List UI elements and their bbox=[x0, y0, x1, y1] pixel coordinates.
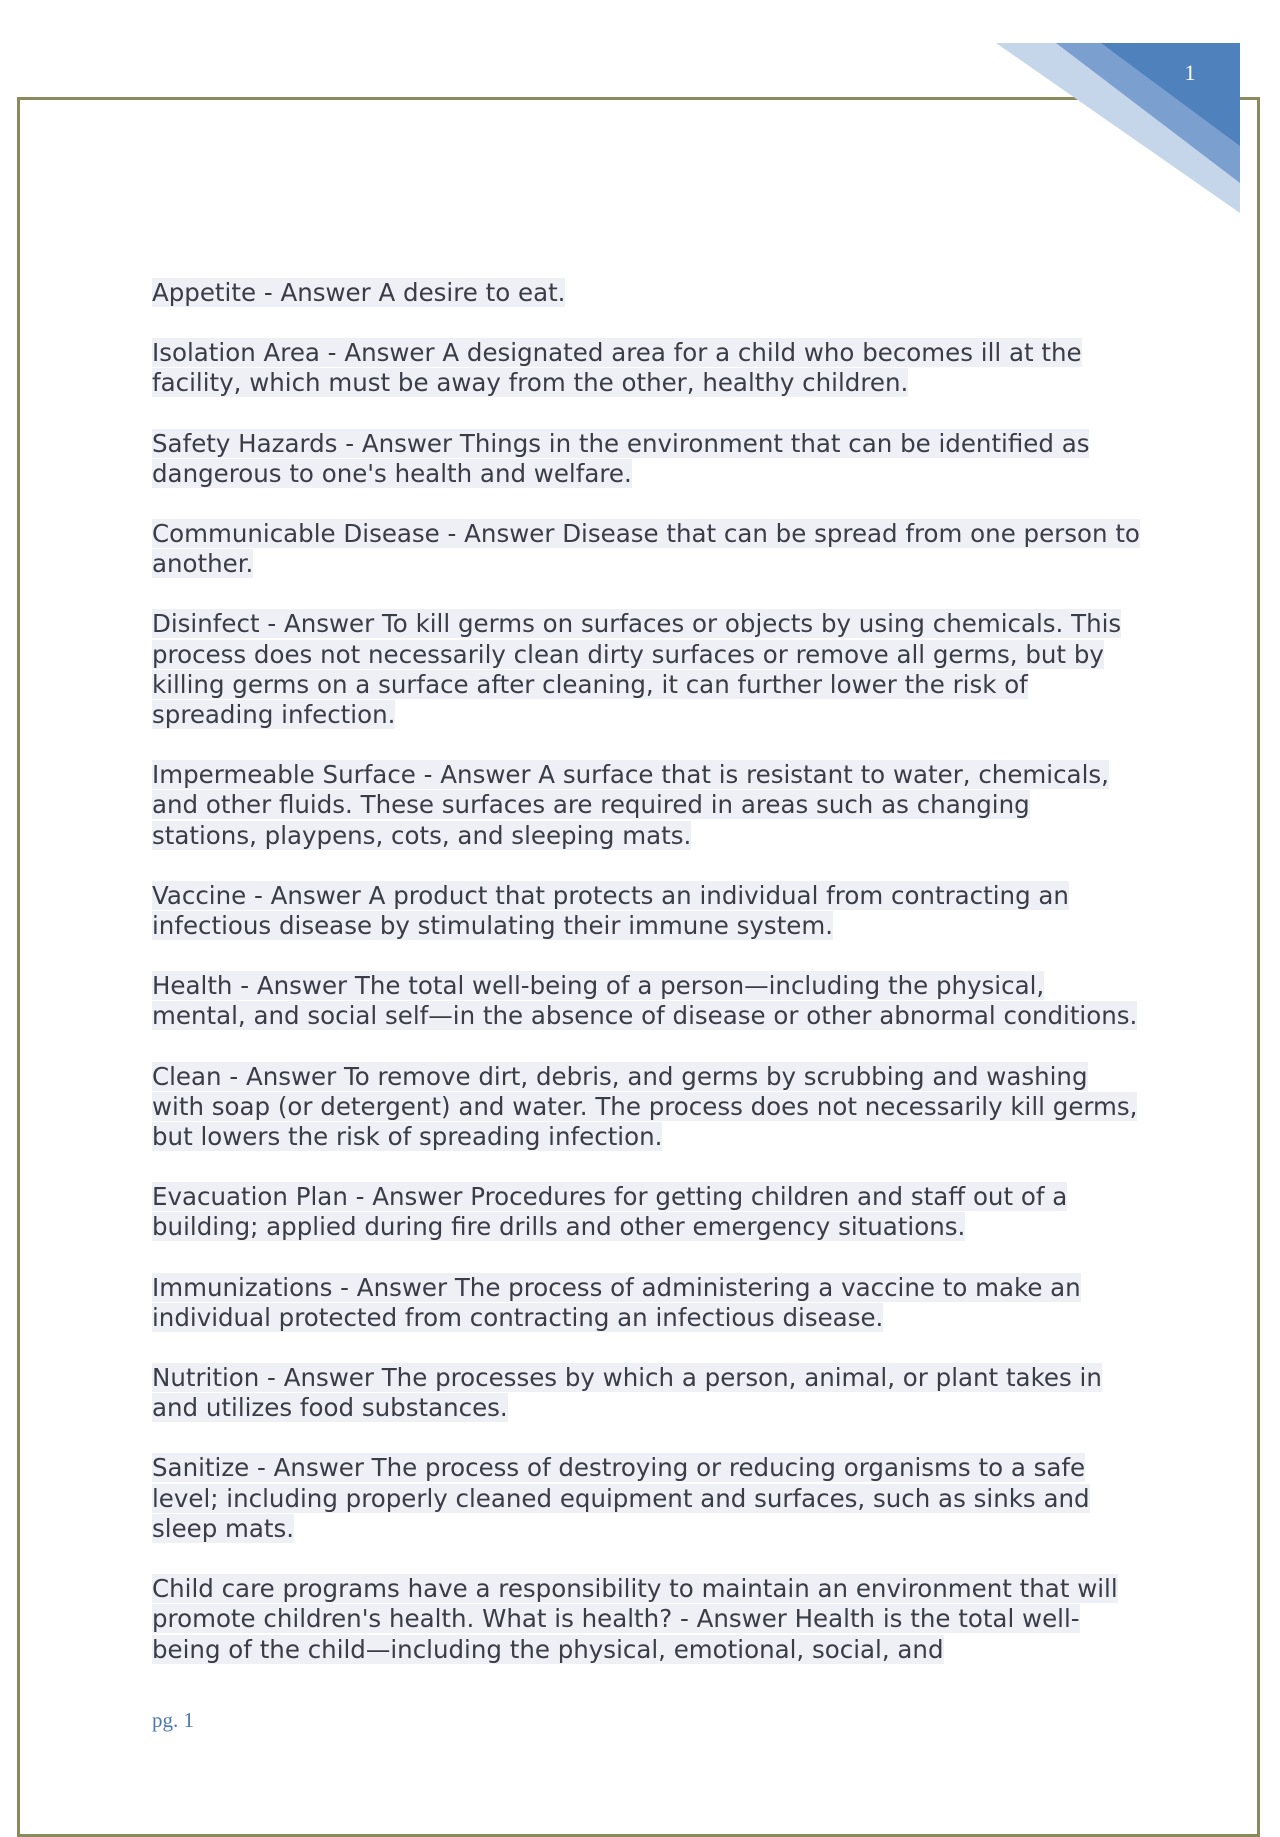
entry-evacuation-plan: Evacuation Plan - Answer Procedures for getting children and staff out of a building; applied during fire drills and other emergency situations. bbox=[152, 1182, 1068, 1242]
entry-safety-hazards: Safety Hazards - Answer Things in the environment that can be identified as dangerous to one's health and welfare. bbox=[152, 428, 1090, 488]
entry-disinfect: Disinfect - Answer To kill germs on surfaces or objects by using chemicals. This process does not necessarily clean dirty surfaces or remove all germs, but by killing germs on a surface after cleaning, it can further lower the risk of spreading infection. bbox=[152, 609, 1122, 730]
entry-child-care-health: Child care programs have a responsibility to maintain an environment that will promote children's health. What is health? - Answer Health is the total well-being of the child—including the physical, emotional, social, and bbox=[152, 1574, 1118, 1664]
entry-appetite: Appetite - Answer A desire to eat. bbox=[152, 278, 566, 307]
entry-immunizations: Immunizations - Answer The process of administering a vaccine to make an individual protected from contracting an infectious disease. bbox=[152, 1272, 1081, 1332]
entry-impermeable-surface: Impermeable Surface - Answer A surface that is resistant to water, chemicals, and other fluids. These surfaces are required in areas such as changing stations, playpens, cots, and sleeping mats. bbox=[152, 760, 1109, 850]
entry-isolation-area: Isolation Area - Answer A designated area for a child who becomes ill at the facility, which must be away from the other, healthy children. bbox=[152, 338, 1082, 398]
document-body bbox=[152, 278, 1142, 1695]
header-page-number: 1 bbox=[1184, 60, 1196, 85]
entry-clean: Clean - Answer To remove dirt, debris, and germs by scrubbing and washing with soap (or detergent) and water. The process does not necessarily kill germs, but lowers the risk of spreading infection. bbox=[152, 1061, 1138, 1152]
entry-nutrition: Nutrition - Answer The processes by which a person, animal, or plant takes in and utilizes food substances. bbox=[152, 1363, 1102, 1423]
entry-sanitize: Sanitize - Answer The process of destroying or reducing organisms to a safe level; including properly cleaned equipment and surfaces, such as sinks and sleep mats. bbox=[152, 1453, 1090, 1543]
entry-health: Health - Answer The total well-being of a person—including the physical, mental, and social self—in the absence of disease or other abnormal conditions. bbox=[152, 971, 1138, 1031]
entry-communicable-disease: Communicable Disease - Answer Disease that can be spread from one person to another. bbox=[152, 519, 1140, 579]
entry-vaccine: Vaccine - Answer A product that protects an individual from contracting an infectious disease by stimulating their immune system. bbox=[152, 880, 1069, 941]
footer-page-label: pg. 1 bbox=[152, 1708, 194, 1732]
